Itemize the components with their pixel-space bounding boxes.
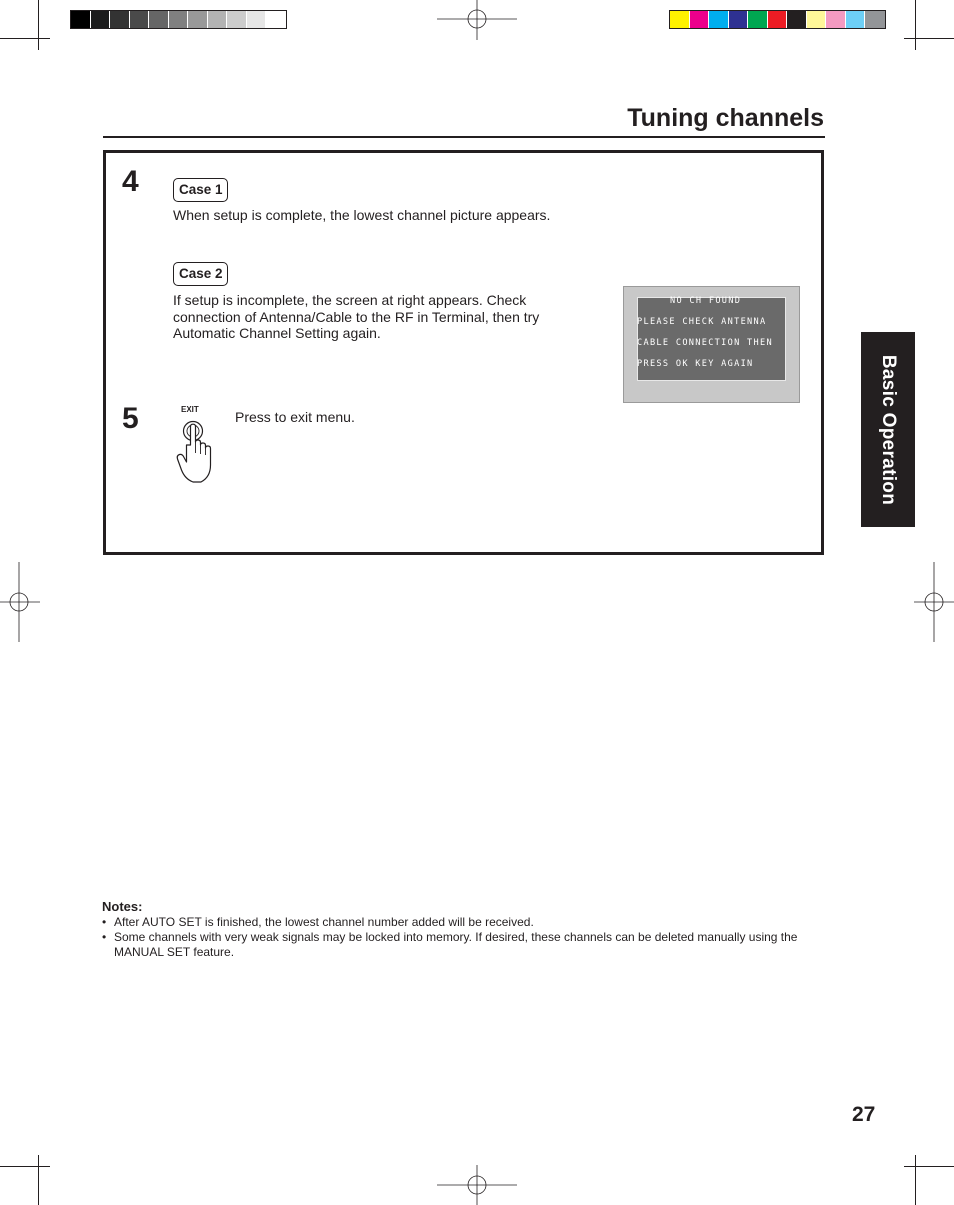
color-swatch xyxy=(865,11,885,28)
case-1-text: When setup is complete, the lowest channel picture appears. xyxy=(173,207,551,223)
screen-line: PLEASE CHECK ANTENNA xyxy=(637,317,767,327)
note-item: • After AUTO SET is finished, the lowest channel number added will be received. xyxy=(102,915,822,930)
color-swatch xyxy=(787,11,807,28)
screen-line: CABLE CONNECTION THEN xyxy=(637,338,773,348)
color-swatch xyxy=(169,11,189,28)
case-2-line: connection of Antenna/Cable to the RF in Terminal, then try xyxy=(173,308,540,325)
side-tab-label: Basic Operation xyxy=(878,354,899,505)
case-1-badge: Case 1 xyxy=(173,178,228,202)
color-swatch xyxy=(188,11,208,28)
notes-title: Notes: xyxy=(102,899,143,914)
color-swatch xyxy=(748,11,768,28)
finger-press-icon xyxy=(174,415,220,485)
step-number-5: 5 xyxy=(122,402,139,435)
screen-line: PRESS OK KEY AGAIN xyxy=(637,359,754,369)
section-side-tab xyxy=(861,332,915,527)
tv-screen xyxy=(637,297,786,381)
page-number: 27 xyxy=(852,1103,876,1126)
notes-list xyxy=(102,915,822,961)
color-swatch xyxy=(149,11,169,28)
crop-mark xyxy=(0,1166,50,1167)
crop-mark xyxy=(904,38,954,39)
registration-mark-icon xyxy=(437,1165,517,1205)
registration-mark-icon xyxy=(914,562,954,642)
color-swatch xyxy=(110,11,130,28)
color-swatch xyxy=(690,11,710,28)
case-2-badge: Case 2 xyxy=(173,262,228,286)
exit-button-label: EXIT xyxy=(181,405,199,414)
screen-line: NO CH FOUND xyxy=(670,296,742,306)
color-swatch xyxy=(208,11,228,28)
color-swatch xyxy=(71,11,91,28)
color-swatch xyxy=(670,11,690,28)
color-swatch xyxy=(826,11,846,28)
color-swatch xyxy=(130,11,150,28)
color-swatch xyxy=(729,11,749,28)
tv-screen-frame xyxy=(623,286,800,403)
color-swatch xyxy=(807,11,827,28)
color-swatch xyxy=(768,11,788,28)
registration-mark-icon xyxy=(437,0,517,40)
crop-mark xyxy=(915,1155,916,1205)
crop-mark xyxy=(38,1155,39,1205)
registration-mark-icon xyxy=(0,562,40,642)
color-swatch xyxy=(247,11,267,28)
color-swatch xyxy=(846,11,866,28)
case-2-line: If setup is incomplete, the screen at right appears. Check xyxy=(173,292,527,308)
gray-scale-bars xyxy=(70,10,287,29)
crop-mark xyxy=(915,0,916,50)
crop-mark xyxy=(0,38,50,39)
color-swatch xyxy=(227,11,247,28)
exit-instruction-text: Press to exit menu. xyxy=(235,409,355,425)
steps-box xyxy=(103,150,824,555)
step-number-4: 4 xyxy=(122,165,139,198)
case-2-line: Automatic Channel Setting again. xyxy=(173,325,381,341)
case-2-text xyxy=(173,292,539,342)
color-calibration-bars xyxy=(669,10,886,29)
title-rule xyxy=(103,136,825,138)
color-swatch xyxy=(266,11,286,28)
crop-mark xyxy=(904,1166,954,1167)
page-title: Tuning channels xyxy=(627,104,824,132)
color-swatch xyxy=(709,11,729,28)
color-swatch xyxy=(91,11,111,28)
note-item: • Some channels with very weak signals may be locked into memory. If desired, these channels can be deleted manually using the MANUAL SET feature. xyxy=(102,930,822,960)
crop-mark xyxy=(38,0,39,50)
